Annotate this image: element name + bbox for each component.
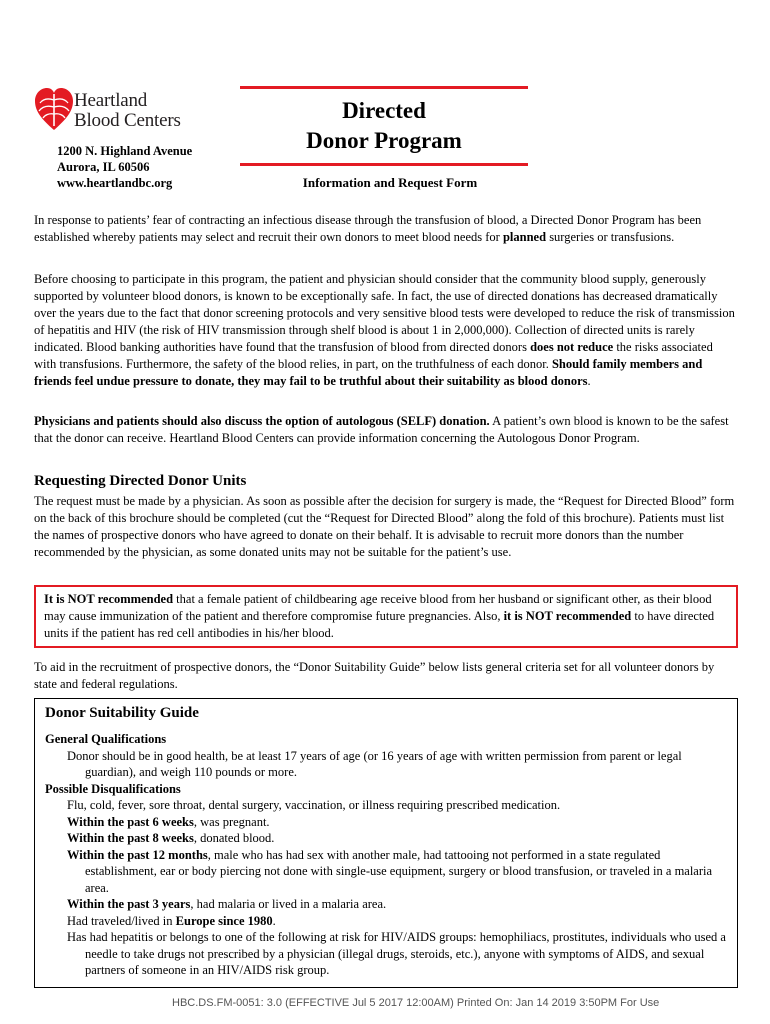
logo-line1: Heartland	[74, 90, 148, 111]
planned-emphasis: planned	[502, 230, 547, 244]
intro-paragraph-2: Before choosing to participate in this program, the patient and physician should consider that the community blood supply, generously supported by volunteer blood donors, is known to be exceptionally safe. In fact, the use of directed donations has decreased dramatically over the years due to the fact that donor screening protocols and very sensitive blood tests were developed to reduce the risk of transmission of hepatitis and HIV (the risk of HIV transmission through shelf blood is about 1 in 2,000,000). Collection of directed units is rarely indicated. Blood banking authorities have found that the transfusion of blood from directed donors does not reduce the risks associated with transfusions. Furthermore, the safety of the blood relies, in part, on the truthfulness of each donor. Should family members and friends feel undue pressure to donate, they may fail to be truthful about their suitability as blood donors.	[34, 272, 735, 388]
heart-logo-icon	[34, 86, 74, 132]
address-street: 1200 N. Highland Avenue	[57, 144, 193, 158]
disq-item-pregnant: Within the past 6 weeks, was pregnant.	[67, 814, 270, 829]
address-block	[57, 143, 192, 191]
warning-text: It is NOT recommended that a female patient of childbearing age receive blood from her husband or significant other, as their blood may cause immunization of the patient and therefore compromise future pregnancies. Also, it is NOT recommended to have directed units if the patient has red cell antibodies in his/her blood.	[44, 592, 715, 640]
disq-item-europe: Had traveled/lived in Europe since 1980.	[67, 913, 276, 928]
disq-item-illness: Flu, cold, fever, sore throat, dental surgery, vaccination, or illness requiring prescribed medication.	[67, 798, 561, 812]
logo-line2: Blood Centers	[74, 110, 181, 131]
disq-item-malaria: Within the past 3 years, had malaria or lived in a malaria area.	[67, 897, 387, 911]
logo	[34, 86, 214, 132]
recruitment-paragraph: To aid in the recruitment of prospective donors, the “Donor Suitability Guide” below lists general criteria set for all volunteer donors by state and federal regulations.	[34, 660, 715, 691]
requesting-paragraph: The request must be made by a physician. As soon as possible after the decision for surgery is made, the “Request for Directed Blood” form on the back of this brochure should be completed (cut the “Request for Directed Blood” along the fold of this brochure). Patients must list the names of prospective donors who have agreed to donate on their behalf. It is advisable to recruit more donors than the number recommended by the physician, as some donated units may not be suitable for the patient’s use.	[34, 494, 735, 559]
address-city: Aurora, IL 60506	[57, 160, 150, 174]
general-qualifications-heading: General Qualifications	[45, 732, 167, 746]
requesting-heading: Requesting Directed Donor Units	[34, 473, 247, 489]
disq-item-donated: Within the past 8 weeks, donated blood.	[67, 831, 275, 845]
suitability-guide	[45, 705, 729, 979]
guide-heading: Donor Suitability Guide	[45, 705, 199, 721]
disqualifications-heading: Possible Disqualifications	[45, 781, 181, 796]
title-top-rule	[240, 86, 528, 89]
page-title	[240, 96, 528, 156]
document-footer: HBC.DS.FM-0051: 3.0 (EFFECTIVE Jul 5 2017 12:00AM) Printed On: Jan 14 2019 3:50PM For Use	[172, 997, 660, 1009]
general-qualifications-text: Donor should be in good health, be at least 17 years of age (or 16 years of age with written permission from parent or legal guardian), and weigh 110 pounds or more.	[67, 748, 682, 779]
intro-paragraph-1: In response to patients’ fear of contracting an infectious disease through the transfusion of blood, a Directed Donor Program has been established whereby patients may select and recruit their own donors to meet blood needs for planned surgeries or transfusions.	[34, 213, 702, 244]
disq-item-12-months: Within the past 12 months, male who has had sex with another male, had tattooing not performed in a state regulated establishment, ear or body piercing not done with single-use equipment, surgery or blood transfusion, or traveled in a malaria area.	[67, 847, 713, 895]
title-bottom-rule	[240, 163, 528, 166]
intro-paragraph-3: Physicians and patients should also discuss the option of autologous (SELF) donation. A patient’s own blood is known to be the safest that the donor can receive. Heartland Blood Centers can provide information concerning the Autologous Donor Program.	[34, 414, 729, 445]
title-line1: Directed	[342, 98, 426, 123]
disq-item-hiv-risk: Has had hepatitis or belongs to one of the following at risk for HIV/AIDS groups: hemophiliacs, prostitutes, individuals who used a needle to take drugs not prescribed by a physician (illegal drugs, steroids, etc.), anyone with symptoms of AIDS, and sexual partners of someone in an HIV/AIDS risk group.	[67, 930, 726, 977]
address-website: www.heartlandbc.org	[57, 176, 173, 190]
title-line2: Donor Program	[306, 128, 462, 153]
page-subtitle: Information and Request Form	[302, 175, 478, 190]
